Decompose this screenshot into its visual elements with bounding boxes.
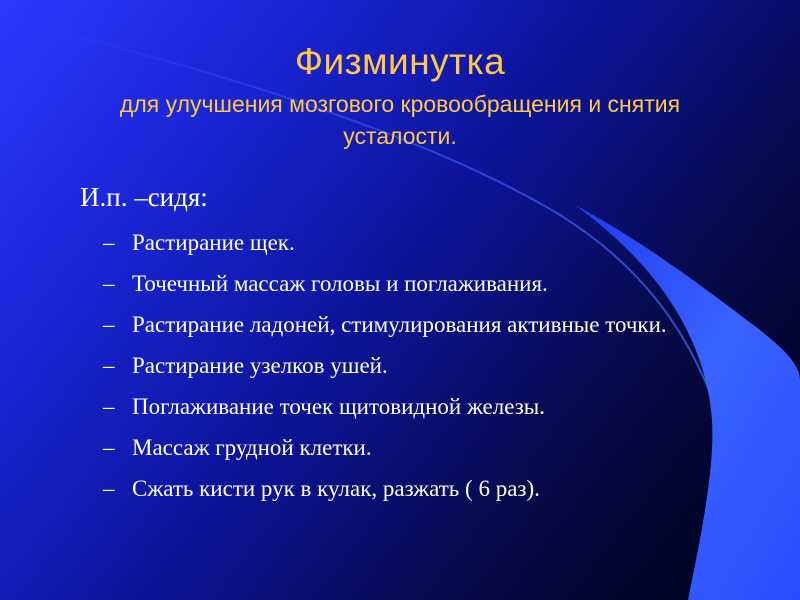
dash-bullet: – <box>103 353 115 378</box>
slide-subtitle: для улучшения мозгового кровообращения и снятия усталости. <box>119 91 681 149</box>
list-item-text: Сжать кисти рук в кулак, разжать ( 6 раз). <box>132 476 540 501</box>
list-item <box>80 390 720 424</box>
list-item-text: Растирание ладоней, стимулирования активные точки. <box>132 312 667 337</box>
list-item <box>80 226 720 260</box>
dash-bullet: – <box>103 394 115 419</box>
slide-content <box>80 181 720 513</box>
list-item <box>80 472 720 506</box>
dash-bullet: – <box>103 271 115 296</box>
list-item <box>80 267 720 301</box>
dash-bullet: – <box>103 312 115 337</box>
dash-bullet: – <box>103 476 115 501</box>
list-item-text: Точечный массаж головы и поглаживания. <box>132 271 548 296</box>
title-block <box>0 40 800 152</box>
list-item <box>80 431 720 465</box>
slide-title: Физминутка <box>294 41 506 82</box>
list-item-text: Растирание узелков ушей. <box>132 353 388 378</box>
list-item <box>80 349 720 383</box>
starting-position-text: И.п. –сидя: <box>80 182 208 212</box>
dash-bullet: – <box>103 435 115 460</box>
list-item-text: Массаж грудной клетки. <box>132 435 372 460</box>
list-item <box>80 308 720 342</box>
list-item-text: Растирание щек. <box>132 230 295 255</box>
list-item-text: Поглаживание точек щитовидной железы. <box>132 394 546 419</box>
exercise-list <box>80 226 720 506</box>
dash-bullet: – <box>103 230 115 255</box>
